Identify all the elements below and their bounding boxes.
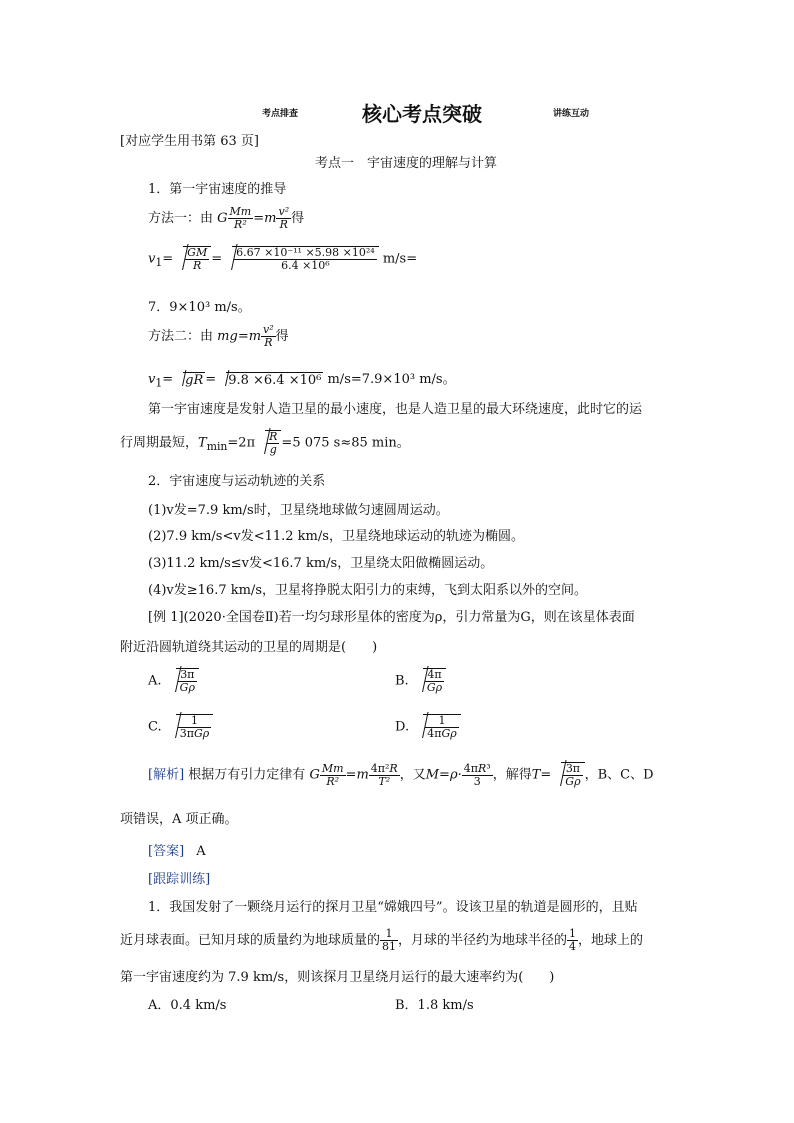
header-left: 考点排查 [262, 109, 299, 119]
part2-title: 2．宇宙速度与运动轨迹的关系 [148, 474, 326, 489]
example-line1: [例 1](2020·全国卷Ⅱ)若一均匀球形星体的密度为ρ，引力常量为G，则在该星体表面 [148, 610, 635, 625]
v1-line2-end: m/s=7.9×10³ m/s。 [327, 372, 456, 387]
answer-line [148, 840, 206, 859]
case-2: (2)7.9 km/s<v发<11.2 km/s，卫星绕地球运动的轨迹为椭圆。 [148, 529, 524, 544]
para1-line2: 行周期最短，$T_{min}=2\pi$ $\frac{R}{g}$ =5 075 s≈85 min。 [120, 430, 410, 457]
method1-end: 得 [291, 211, 305, 227]
question1-line3: 第一宇宙速度约为 7.9 km/s，则该探月卫星绕月运行的最大速率约为( ) [120, 970, 555, 985]
section-title: 考点一 宇宙速度的理解与计算 [315, 156, 498, 171]
method1-label: 方法一：由 [148, 211, 214, 227]
example-line2: 附近沿圆轨道绕其运动的卫星的周期是( ) [120, 640, 378, 655]
v1-formula: $v_1=$ $\frac{GM}{R}$ = $\frac{\text{6.67 ×10⁻¹¹ ×5.98 ×10²⁴}}{\text{6.4 ×10⁶}}$ m/s= [148, 246, 418, 273]
analysis-label: [解析] [148, 767, 185, 783]
analysis-line1: [解析] 根据万有引力定律有 G $\frac{Mm}{\text{R²}}$ =m $\frac{\text{4π²R}}{\text{T²}}$ ，又M=ρ· $\frac{\text{4πR³}}{3}$ ，解得T= $\frac{3\pi}{G\rho}$ ，B、C、D [148, 761, 654, 789]
method2-end: 得 [275, 329, 289, 345]
option-d[interactable]: D. $\frac{1}{\text{4πGρ}}$ [395, 714, 461, 740]
answer-value: A [196, 844, 206, 859]
header-right: 讲练互动 [553, 109, 590, 119]
method2-line: 方法二：由 mg=m $\frac{\text{v²}}{R}$ 得 [148, 323, 289, 350]
case-1: (1)v发=7.9 km/s时，卫星绕地球做匀速圆周运动。 [148, 503, 449, 518]
v1-values-2: 9.8 ×6.4 ×10⁶ [228, 372, 322, 388]
question1-line1: 1．我国发射了一颗绕月运行的探月卫星“嫦娥四号”。设该卫星的轨道是圆形的，且贴 [148, 900, 638, 915]
q1-option-b[interactable]: B．1.8 km/s [395, 998, 474, 1013]
page-title: 核心考点突破 [362, 102, 482, 126]
analysis-line2: 项错误，A 项正确。 [120, 812, 238, 827]
v1-formula-2: $v_1=$ gR = 9.8 ×6.4 ×10⁶ m/s=7.9×10³ m/s。 [148, 372, 456, 390]
v1-unit: m/s= [382, 251, 418, 267]
option-c[interactable]: C. $\frac{1}{\text{3πGρ}}$ [148, 714, 213, 740]
q1-option-a[interactable]: A．0.4 km/s [148, 998, 227, 1013]
para1-line2-start: 行周期最短， [120, 435, 199, 451]
v1-numerator: 6.67 ×10⁻¹¹ ×5.98 ×10²⁴ [236, 246, 375, 259]
case-4: (4)v发≥16.7 km/s，卫星将挣脱太阳引力的束缚，飞到太阳系以外的空间。 [148, 583, 587, 598]
result1: 7．9×10³ m/s。 [148, 300, 251, 315]
para1-line2-end: =5 075 s≈85 min。 [281, 435, 410, 451]
answer-label: [答案] [148, 844, 185, 859]
part1-title: 1．第一宇宙速度的推导 [148, 182, 287, 197]
para1-line1: 第一宇宙速度是发射人造卫星的最小速度，也是人造卫星的最大环绕速度，此时它的运 [148, 402, 643, 417]
v1-denominator: 6.4 ×10⁶ [281, 259, 330, 273]
method2-label: 方法二：由 [148, 329, 214, 345]
method1-line: 方法一：由 G $\frac{Mm}{\text{R²}}$ =m $\frac{\text{v²}}{R}$ 得 [148, 205, 305, 232]
book-reference: [对应学生用书第 63 页] [120, 134, 259, 149]
follow-up-label: [跟踪训练] [148, 872, 211, 887]
option-a[interactable]: A. $\frac{3\pi}{G\rho}$ [148, 668, 199, 694]
case-3: (3)11.2 km/s≤v发<16.7 km/s，卫星绕太阳做椭圆运动。 [148, 556, 494, 571]
question1-line2: 近月球表面。已知月球的质量约为地球质量的 $\frac{1}{81}$ ，月球的半径约为地球半径的 $\frac{1}{4}$ ，地球上的 [120, 927, 644, 954]
option-b[interactable]: B. $\frac{4\pi}{G\rho}$ [395, 668, 446, 694]
